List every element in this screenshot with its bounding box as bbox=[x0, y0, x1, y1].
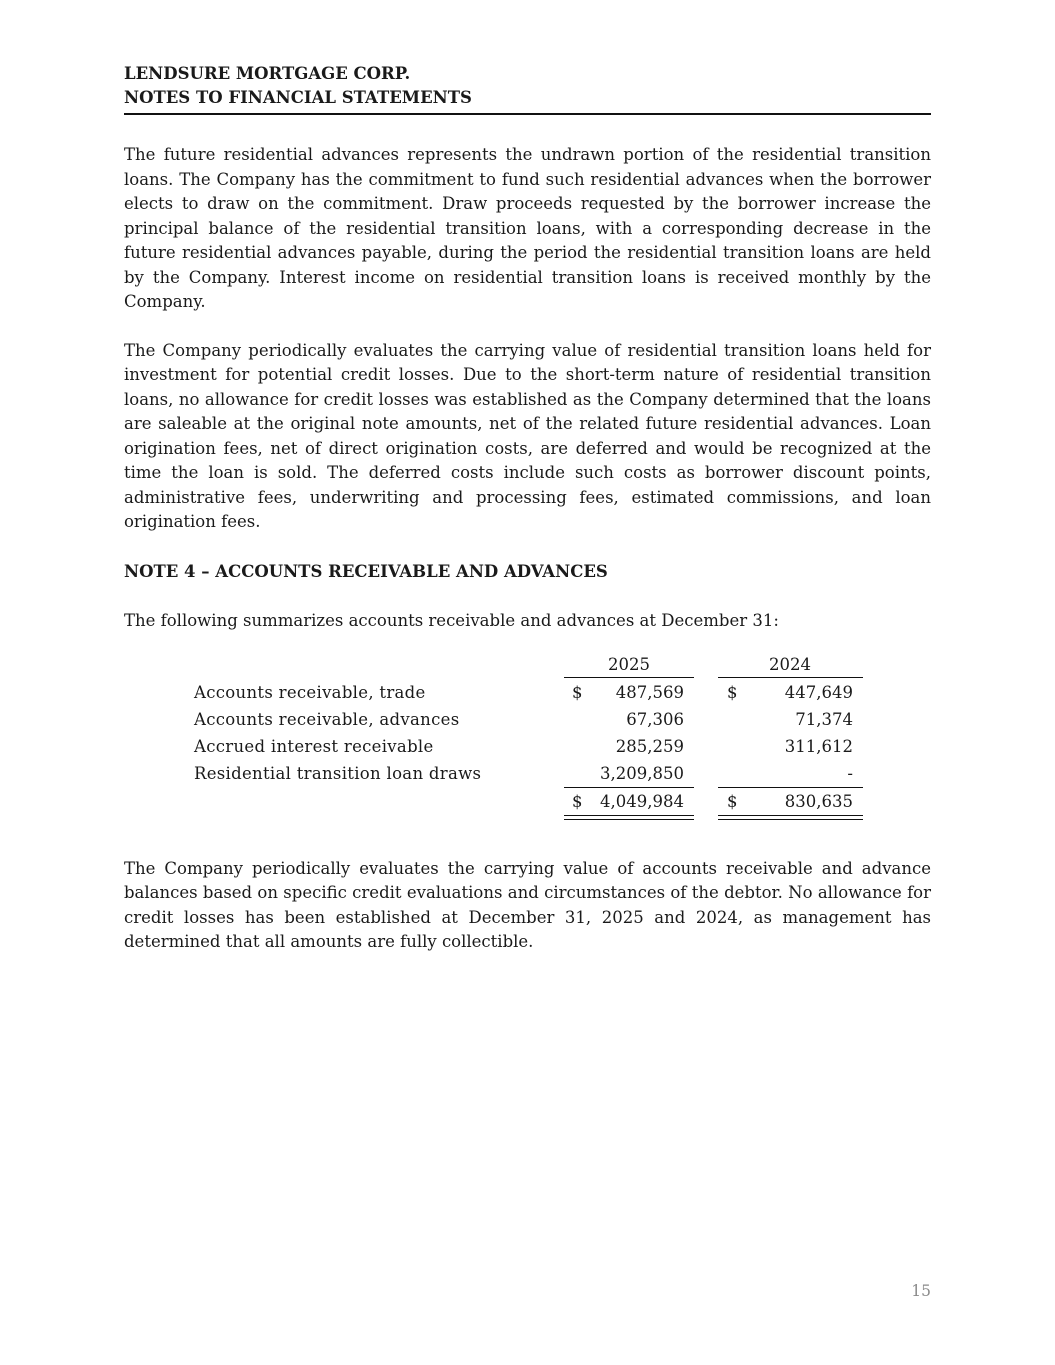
total-double-rule-2025 bbox=[564, 815, 694, 820]
value-2024: 447,649 bbox=[784, 682, 853, 702]
header-subtitle: NOTES TO FINANCIAL STATEMENTS bbox=[124, 88, 472, 107]
page-header bbox=[124, 62, 931, 115]
table-row bbox=[124, 679, 931, 706]
value-2025: 3,209,850 bbox=[600, 763, 684, 783]
row-label: Residential transition loan draws bbox=[194, 763, 482, 783]
value-2024: 311,612 bbox=[784, 736, 853, 756]
note-4-intro: The following summarizes accounts receivable and advances at December 31: bbox=[124, 610, 779, 630]
row-label: Accounts receivable, advances bbox=[194, 709, 460, 729]
row-label: Accounts receivable, trade bbox=[194, 682, 426, 702]
page-number: 15 bbox=[911, 1282, 931, 1300]
table-row bbox=[124, 706, 931, 733]
value-2025: 487,569 bbox=[615, 682, 684, 702]
paragraph-future-advances: The future residential advances represents the undrawn portion of the residential transition loans. The Company has the commitment to fund such residential advances when the borrower elects to draw on the commitment. Draw proceeds requested by the borrower increase the principal balance of the residential transition loans, with a corresponding decrease in the future residential advances payable, during the period the residential transition loans are held by the Company. Interest income on residential transition loans is received monthly by the Company. bbox=[124, 145, 931, 311]
paragraph-collectibility: The Company periodically evaluates the carrying value of accounts receivable and advance balances based on specific credit evaluations and circumstances of the debtor. No allowance for credit losses has been established at December 31, 2025 and 2024, as management has determined that all amounts are fully collectible. bbox=[124, 858, 931, 951]
note-4-heading: NOTE 4 – ACCOUNTS RECEIVABLE AND ADVANCES bbox=[124, 561, 608, 581]
table-total-row bbox=[124, 788, 931, 815]
value-2024: - bbox=[847, 763, 853, 783]
paragraph-credit-losses: The Company periodically evaluates the carrying value of residential transition loans held for investment for potential credit losses. Due to the short-term nature of residential transition loans, no allowance for credit losses was established as the Company determined that the loans are saleable at the original note amounts, net of the related future residential advances. Loan origination fees, net of direct origination costs, are deferred and would be recognized at the time the loan is sold. The deferred costs include such costs as borrower discount points, administrative fees, underwriting and processing fees, estimated commissions, and loan origination fees. bbox=[124, 340, 931, 531]
document-page bbox=[124, 62, 931, 955]
year-column-2025: 2025 bbox=[608, 654, 650, 674]
header-underline-2024 bbox=[718, 677, 863, 678]
total-double-rule-2024 bbox=[718, 815, 863, 820]
value-2024: 71,374 bbox=[795, 709, 853, 729]
value-2025: 67,306 bbox=[626, 709, 684, 729]
currency-symbol: $ bbox=[727, 791, 738, 811]
currency-symbol: $ bbox=[572, 682, 583, 702]
receivables-table bbox=[124, 651, 931, 831]
company-name: LENDSURE MORTGAGE CORP. bbox=[124, 64, 411, 83]
currency-symbol: $ bbox=[572, 791, 583, 811]
total-2024: 830,635 bbox=[784, 791, 853, 811]
table-row bbox=[124, 760, 931, 787]
table-header-row bbox=[124, 651, 931, 678]
year-column-2024: 2024 bbox=[769, 654, 811, 674]
currency-symbol: $ bbox=[727, 682, 738, 702]
table-row bbox=[124, 733, 931, 760]
header-underline-2025 bbox=[564, 677, 694, 678]
total-2025: 4,049,984 bbox=[600, 791, 684, 811]
row-label: Accrued interest receivable bbox=[194, 736, 434, 756]
value-2025: 285,259 bbox=[615, 736, 684, 756]
